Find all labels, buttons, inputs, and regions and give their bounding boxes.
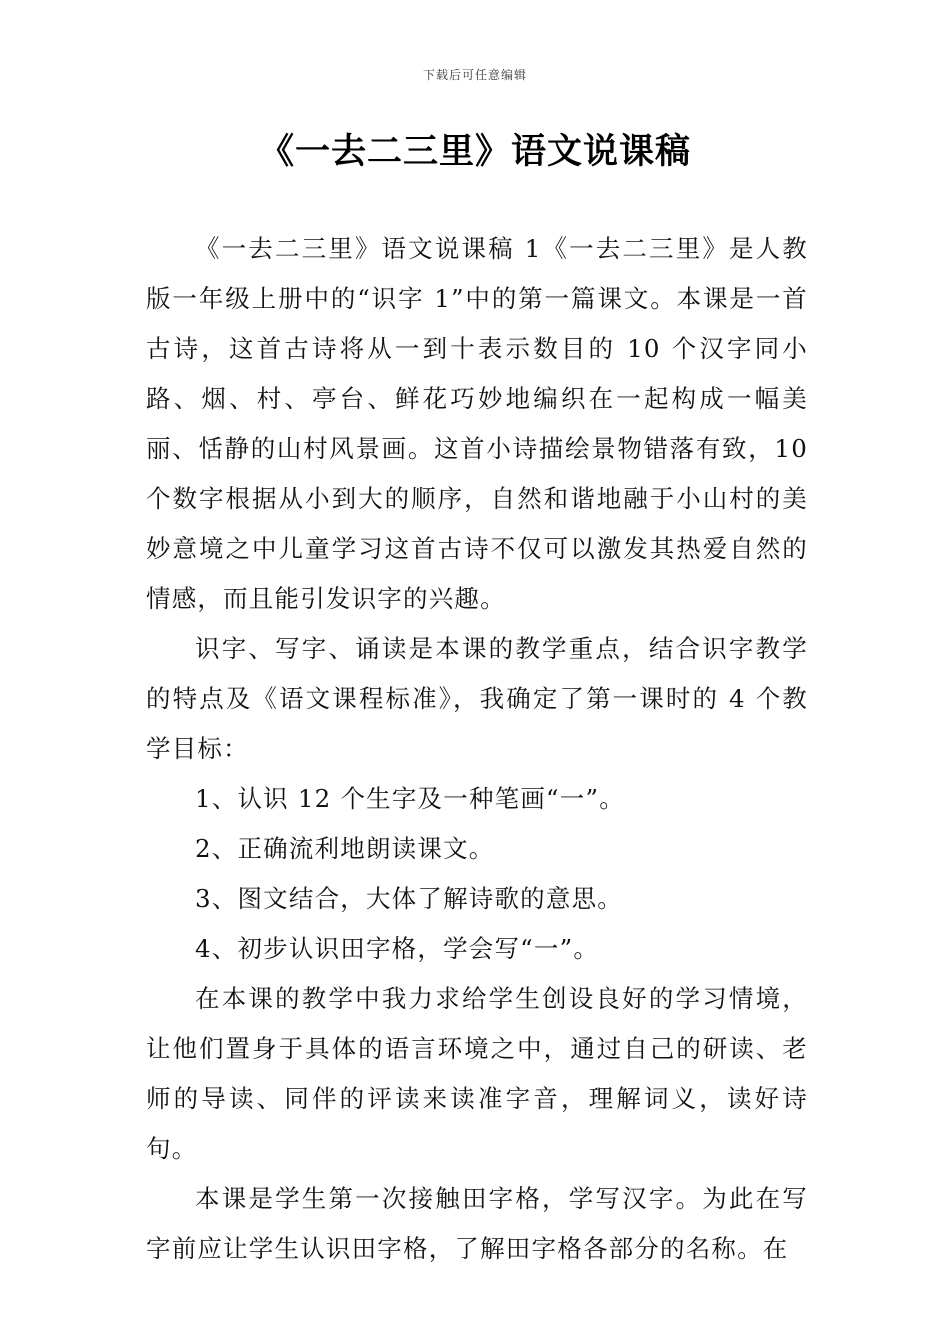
page-header-note: 下载后可任意编辑 (422, 68, 527, 82)
paragraph-goal-2: 2、正确流利地朗读课文。 (195, 834, 495, 863)
paragraph-writing: 本课是学生第一次接触田字格，学写汉字。为此在写字前应让学生认识田字格，了解田字格各部分的名称。在 (146, 1184, 808, 1263)
document-body (146, 224, 808, 1274)
paragraph-goal-4: 4、初步认识田字格，学会写“一”。 (195, 934, 600, 963)
paragraph-goal-1: 1、认识 12 个生字及一种笔画“一”。 (195, 784, 625, 813)
paragraph-teaching-focus: 识字、写字、诵读是本课的教学重点，结合识字教学的特点及《语文课程标准》，我确定了第一课时的 4 个教学目标： (146, 634, 808, 763)
document-title: 《一去二三里》语文说课稿 (258, 131, 691, 172)
paragraph-goal-3: 3、图文结合，大体了解诗歌的意思。 (195, 884, 623, 913)
paragraph-teaching-method: 在本课的教学中我力求给学生创设良好的学习情境，让他们置身于具体的语言环境之中，通过自己的研读、老师的导读、同伴的评读来读准字音，理解词义，读好诗句。 (146, 984, 808, 1163)
paragraph-intro: 《一去二三里》语文说课稿 1《一去二三里》是人教版一年级上册中的“识字 1”中的第一篇课文。本课是一首古诗，这首古诗将从一到十表示数目的 10 个汉字同小路、烟、村、亭台、鲜花巧妙地编织在一起构成一幅美丽、恬静的山村风景画。这首小诗描绘景物错落有致，10 个数字根据从小到大的顺序，自然和谐地融于小山村的美妙意境之中儿童学习这首古诗不仅可以激发其热爱自然的情感，而且能引发识字的兴趣。 (146, 234, 808, 613)
